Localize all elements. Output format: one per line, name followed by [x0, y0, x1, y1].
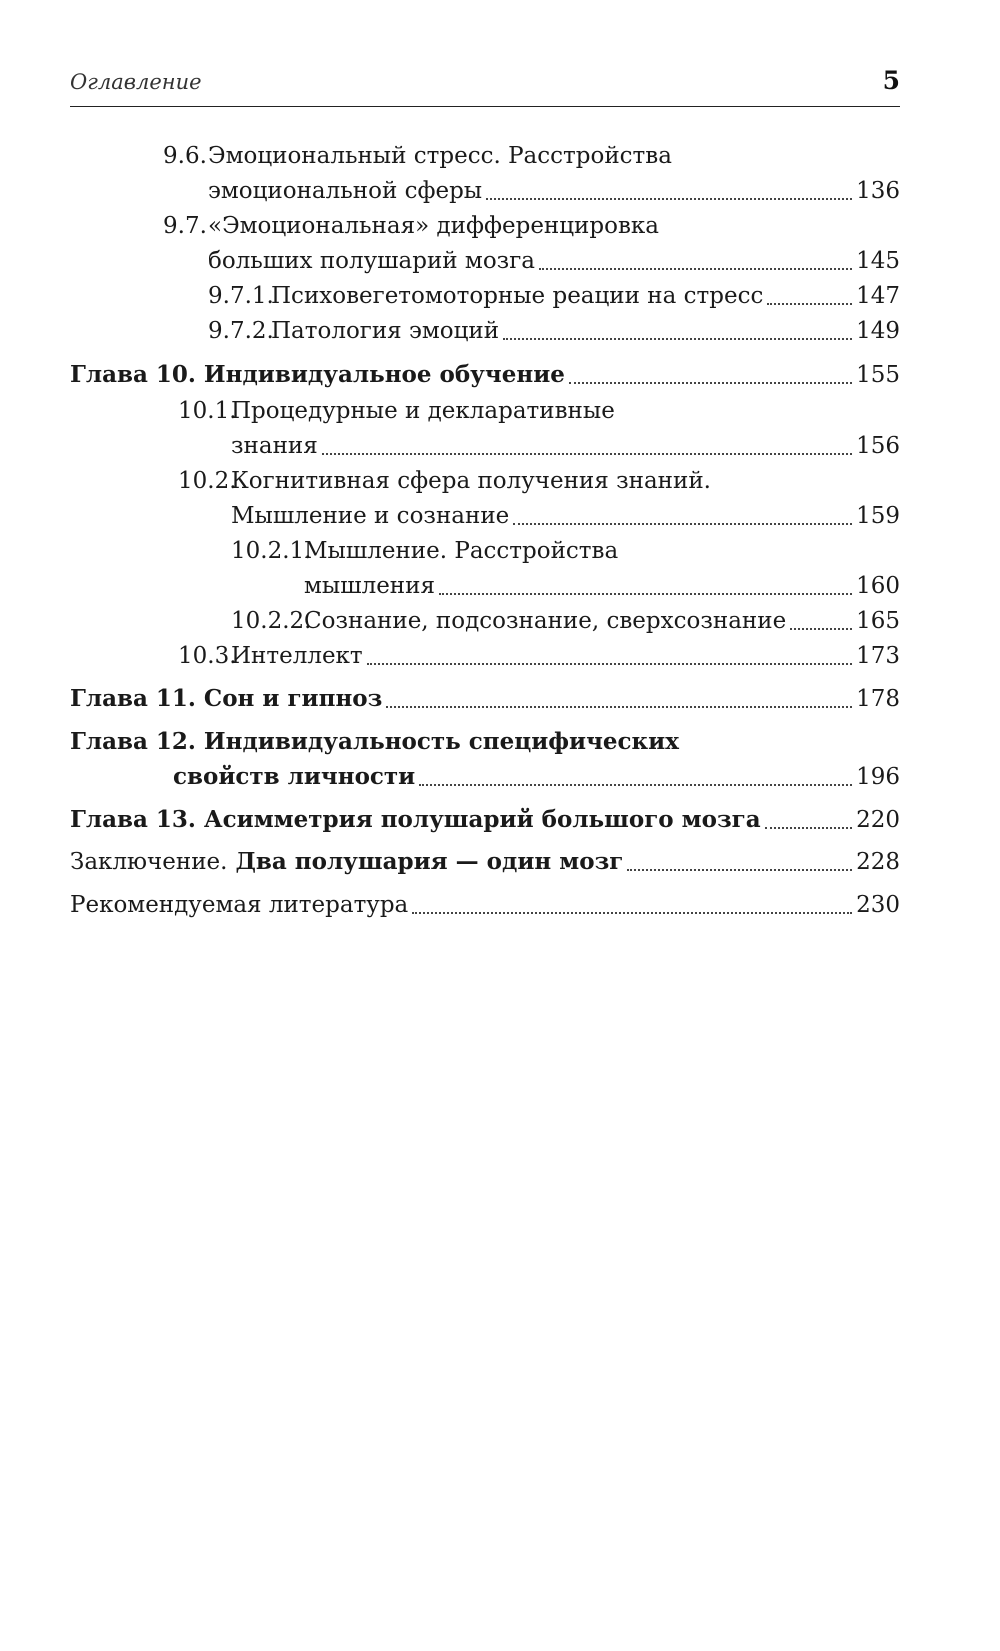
toc-entry-10-2-2[interactable] — [231, 604, 900, 638]
toc-conclusion[interactable] — [70, 845, 900, 879]
dot-leader — [539, 268, 852, 270]
toc-page-number: 178 — [856, 686, 900, 712]
toc-page-number: 165 — [856, 608, 900, 634]
toc-entry-10-3[interactable] — [178, 639, 900, 673]
toc-number: 10.2.2. — [231, 608, 312, 634]
toc-page-number: 228 — [856, 849, 900, 875]
dot-leader — [412, 912, 852, 914]
toc-number: 10.2.1. — [231, 538, 312, 564]
toc-title: Глава 13. Асимметрия полушарий большого мозга — [70, 806, 761, 833]
toc-title: Психовегетомоторные реации на стресс — [271, 283, 764, 309]
toc-entry-9-7-1[interactable] — [208, 279, 900, 313]
toc-number: 10.3. — [178, 643, 237, 669]
toc-title: «Эмоциональная» дифференцировка — [208, 213, 659, 239]
toc-literature[interactable] — [70, 888, 900, 922]
toc-chapter-12-line1 — [70, 725, 900, 759]
toc-entry-10-2[interactable] — [231, 499, 900, 533]
toc-title: Глава 12. Индивидуальность специфических — [70, 728, 679, 755]
toc-entry-10-1-line1 — [178, 394, 900, 428]
toc-title: Мышление. Расстройства — [304, 538, 619, 564]
toc-chapter-11[interactable] — [70, 682, 900, 716]
toc-entry-9-7[interactable] — [208, 244, 900, 278]
toc-title: свойств личности — [173, 763, 416, 790]
toc-title: Глава 10. Индивидуальное обучение — [70, 361, 565, 388]
toc-entry-10-2-line1 — [178, 464, 900, 498]
toc-chapter-13[interactable] — [70, 803, 900, 837]
toc-title: мышления — [304, 573, 435, 599]
toc-page-number: 149 — [856, 318, 900, 344]
toc-page-number: 145 — [856, 248, 900, 274]
toc-page-number: 230 — [856, 892, 900, 918]
dot-leader — [790, 628, 852, 630]
dot-leader — [439, 593, 852, 595]
dot-leader — [627, 869, 852, 871]
toc-entry-10-2-1[interactable] — [304, 569, 900, 603]
dot-leader — [486, 198, 852, 200]
toc-title: Два полушария — один мозг — [235, 848, 624, 875]
toc-entry-9-6-line1 — [163, 139, 900, 173]
toc-title: Мышление и сознание — [231, 503, 510, 529]
toc-title: знания — [231, 433, 318, 459]
toc-entry-9-6[interactable] — [208, 174, 900, 208]
toc-entry-10-1[interactable] — [231, 429, 900, 463]
toc-number: 10.1. — [178, 398, 237, 424]
dot-leader — [569, 382, 852, 384]
toc-page-number: 196 — [856, 764, 900, 790]
page-number: 5 — [882, 66, 900, 95]
toc-number: 9.7. — [163, 213, 207, 239]
toc-number: 9.7.1. — [208, 283, 274, 309]
toc-title: Процедурные и декларативные — [231, 398, 615, 424]
toc-title: Рекомендуемая литература — [70, 892, 409, 918]
toc-chapter-10[interactable] — [70, 358, 900, 392]
toc-entry-9-7-2[interactable] — [208, 314, 900, 348]
toc-page-number: 159 — [856, 503, 900, 529]
toc-entry-10-2-1-line1 — [231, 534, 900, 568]
toc-entry-9-7-line1 — [163, 209, 900, 243]
toc-page-number: 155 — [856, 362, 900, 388]
toc-page-number: 147 — [856, 283, 900, 309]
toc-title: больших полушарий мозга — [208, 248, 535, 274]
toc-title: Когнитивная сфера получения знаний. — [231, 468, 711, 494]
toc-page-number: 156 — [856, 433, 900, 459]
toc-chapter-12[interactable] — [173, 760, 900, 794]
running-header — [70, 66, 900, 107]
toc-title: Патология эмоций — [271, 318, 500, 344]
toc-title-prefix: Заключение. — [70, 849, 228, 875]
toc-title: Интеллект — [231, 643, 363, 669]
dot-leader — [513, 523, 852, 525]
toc-number: 10.2. — [178, 468, 237, 494]
dot-leader — [767, 303, 852, 305]
toc-title: эмоциональной сферы — [208, 178, 483, 204]
toc-page-number: 160 — [856, 573, 900, 599]
dot-leader — [503, 338, 852, 340]
toc-page-number: 173 — [856, 643, 900, 669]
toc-number: 9.7.2. — [208, 318, 274, 344]
dot-leader — [367, 663, 852, 665]
dot-leader — [322, 453, 852, 455]
toc-number: 9.6. — [163, 143, 207, 169]
running-header-title: Оглавление — [70, 70, 202, 94]
dot-leader — [419, 784, 852, 786]
toc-title: Эмоциональный стресс. Расстройства — [208, 143, 672, 169]
dot-leader — [386, 706, 852, 708]
toc-title: Глава 11. Сон и гипноз — [70, 685, 383, 712]
toc-title: Сознание, подсознание, сверхсознание — [304, 608, 787, 634]
toc-page-number: 136 — [856, 178, 900, 204]
dot-leader — [765, 827, 852, 829]
toc-page-number: 220 — [856, 807, 900, 833]
